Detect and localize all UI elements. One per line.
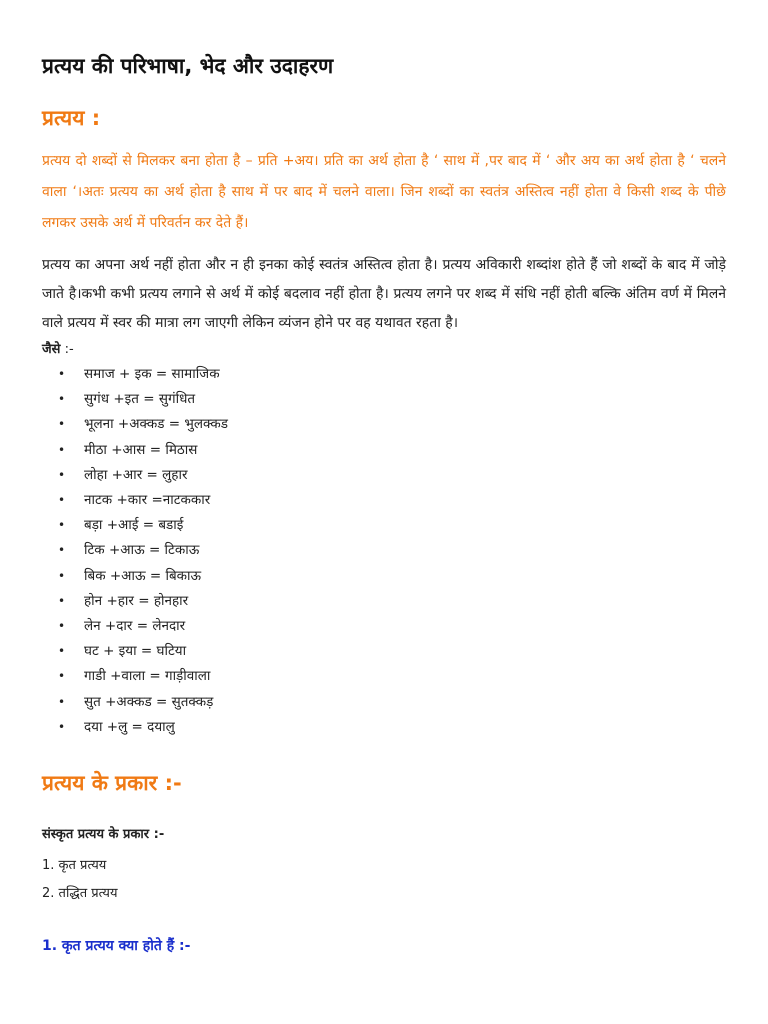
section-heading-pratyay: प्रत्यय : — [42, 106, 101, 130]
bullet-icon: • — [58, 694, 66, 709]
bullet-icon: • — [58, 467, 66, 482]
bullet-icon: • — [58, 644, 66, 659]
list-item — [58, 564, 726, 589]
list-item — [58, 690, 726, 715]
example-text: समाज + इक = सामाजिक — [84, 366, 220, 382]
examples-list — [42, 362, 726, 740]
example-text: सुगंध +इत = सुगंधित — [84, 391, 196, 408]
example-text: लोहा +आर = लुहार — [84, 466, 188, 483]
list-item — [58, 513, 726, 538]
example-text: टिक +आऊ = टिकाऊ — [84, 542, 200, 559]
example-text: भूलना +अक्कड = भुलक्कड — [84, 416, 228, 433]
list-item — [58, 664, 726, 689]
description-paragraph: प्रत्यय का अपना अर्थ नहीं होता और न ही इनका कोई स्वतंत्र अस्तित्व होता है। प्रत्यय अविकारी शब्दांश होते हैं जो शब्दों के बाद में जोड़े जाते है।कभी कभी प्रत्यय लगाने से अर्थ में कोई बदलाव नहीं होता है। प्रत्यय लगने पर शब्द में संधि नहीं होती बल्कि अंतिम वर्ण में मिलने वाले प्रत्यय में स्वर की मात्रा लग जाएगी लेकिन व्यंजन होने पर वह यथावत रहता है। — [42, 257, 726, 331]
types-heading: प्रत्यय के प्रकार :- — [42, 771, 182, 796]
bullet-icon: • — [58, 543, 66, 558]
example-text: बड़ा +आई = बडाई — [84, 517, 184, 534]
bullet-icon: • — [58, 518, 66, 533]
example-text: सुत +अक्कड = सुतक्कड़ — [84, 693, 214, 710]
document-title: प्रत्यय की परिभाषा, भेद और उदाहरण — [42, 54, 334, 78]
bullet-icon: • — [58, 392, 66, 407]
example-text: बिक +आऊ = बिकाऊ — [84, 567, 202, 584]
example-text: घट + इया = घटिया — [84, 643, 187, 660]
list-item — [58, 362, 726, 387]
bullet-icon: • — [58, 367, 66, 381]
list-item — [58, 387, 726, 412]
example-text: गाडी +वाला = गाड़ीवाला — [84, 668, 211, 685]
examples-label-suffix: :- — [60, 342, 74, 357]
intro-definition: प्रत्यय दो शब्दों से मिलकर बना होता है – प्रति +अय। प्रति का अर्थ होता है ‘ साथ में ,पर बाद में ‘ और अय का अर्थ होता है ‘ चलने वाला ‘।अतः प्रत्यय का अर्थ होता है साथ में पर बाद में चलने वाला। जिन शब्दों का स्वतंत्र अस्तित्व नहीं होता वे किसी शब्द के पीछे लगकर उसके अर्थ में परिवर्तन कर देते हैं। — [42, 153, 726, 231]
example-text: मीठा +आस = मिठास — [84, 441, 198, 458]
krit-pratyay-heading: 1. कृत प्रत्यय क्या होते हैं :- — [42, 938, 191, 955]
example-text: होन +हार = होनहार — [84, 592, 189, 609]
list-item — [58, 463, 726, 488]
bullet-icon: • — [58, 417, 66, 432]
sanskrit-types-heading: संस्कृत प्रत्यय के प्रकार :- — [42, 827, 165, 843]
examples-label — [42, 338, 726, 362]
list-item — [58, 538, 726, 563]
type-item-taddhit: 2. तद्धित प्रत्यय — [42, 886, 118, 902]
list-item — [58, 715, 726, 740]
bullet-icon: • — [58, 442, 66, 457]
list-item — [58, 488, 726, 513]
list-item — [58, 614, 726, 639]
example-text: नाटक +कार =नाटककार — [84, 492, 211, 509]
list-item — [58, 412, 726, 437]
list-item — [58, 589, 726, 614]
examples-label-bold: जैसे — [42, 342, 61, 357]
list-item — [58, 438, 726, 463]
type-item-krit: 1. कृत प्रत्यय — [42, 858, 107, 874]
bullet-icon: • — [58, 593, 66, 608]
bullet-icon: • — [58, 719, 66, 734]
list-item — [58, 639, 726, 664]
example-text: लेन +दार = लेनदार — [84, 618, 186, 635]
bullet-icon: • — [58, 669, 66, 684]
example-text: दया +लु = दयालु — [84, 718, 175, 735]
bullet-icon: • — [58, 568, 66, 583]
bullet-icon: • — [58, 619, 66, 634]
bullet-icon: • — [58, 493, 66, 508]
